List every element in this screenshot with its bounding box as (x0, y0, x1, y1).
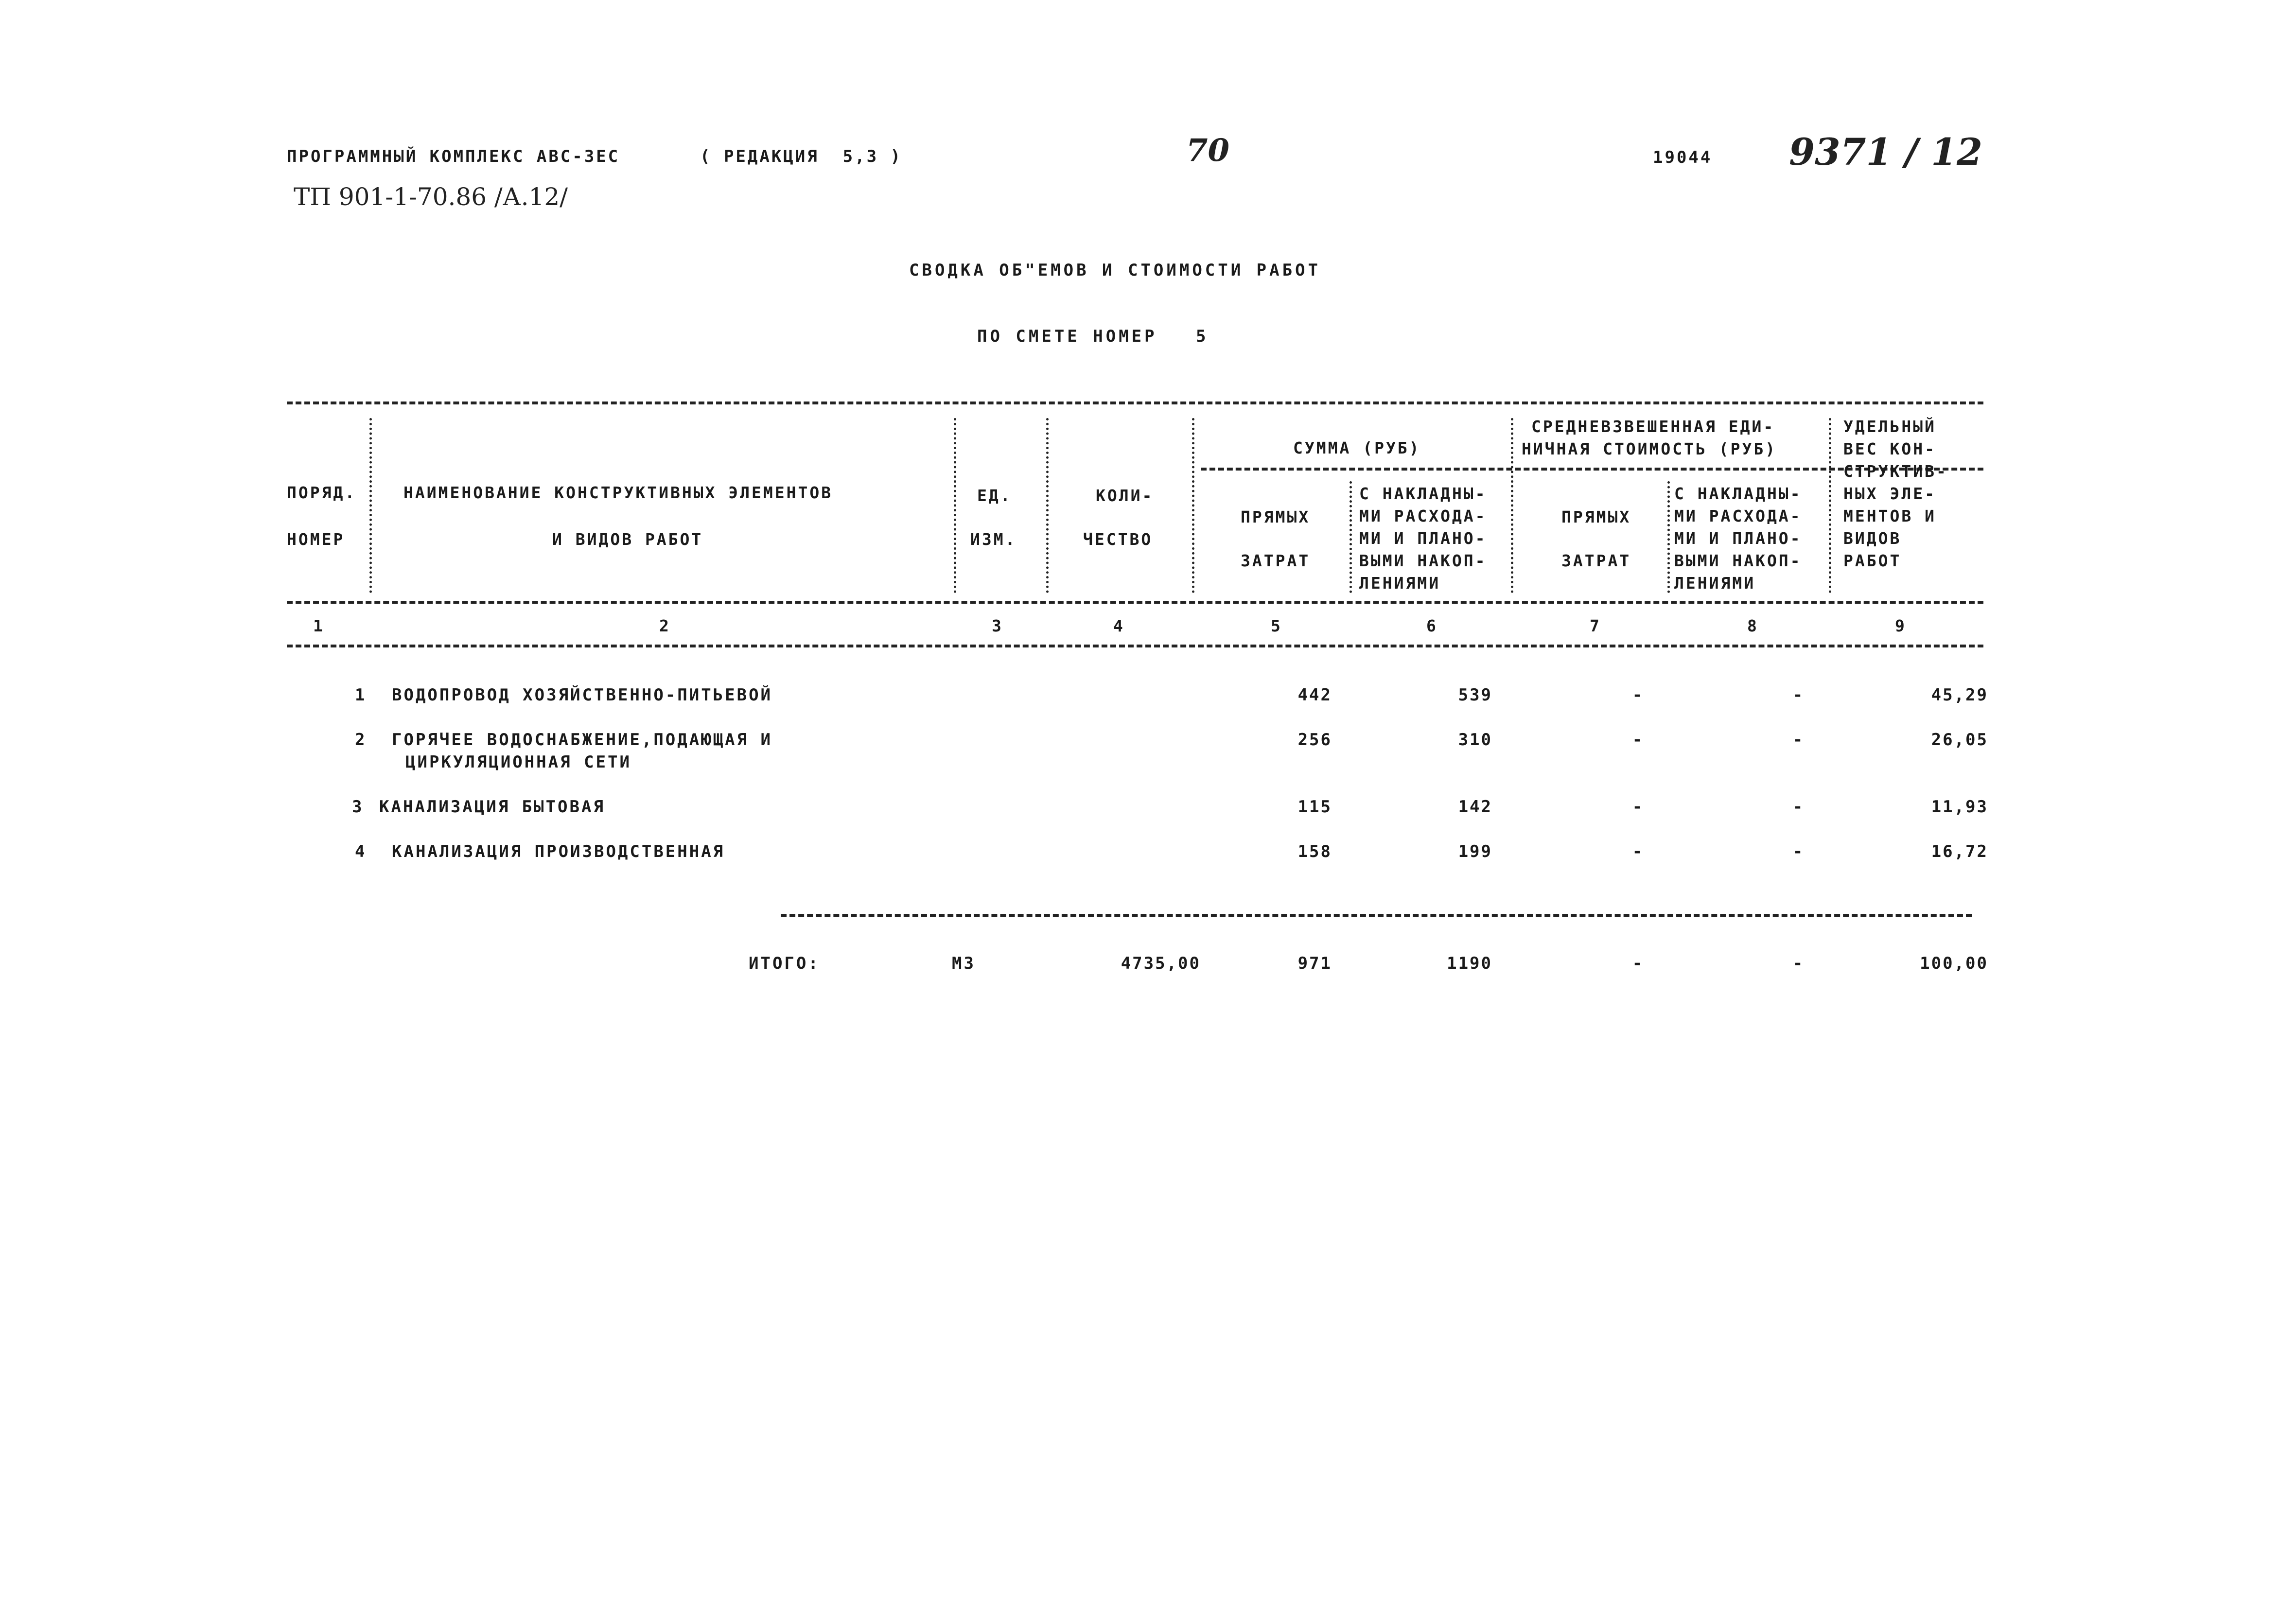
header-sum-direct-line2: ЗАТРАТ (1241, 551, 1311, 570)
handwritten-sheet-reference: 9371 / 12 (1789, 130, 1982, 174)
header-order-line1: ПОРЯД. (287, 483, 357, 502)
table-top-rule (287, 402, 1983, 404)
header-avg-direct-line2: ЗАТРАТ (1561, 551, 1631, 570)
row-4-avg-overhead: - (1792, 842, 1805, 861)
column-number-4: 4 (1113, 616, 1125, 635)
program-name: ПРОГРАММНЫЙ КОМПЛЕКС АВС-3ЕС (287, 147, 620, 166)
column-number-1: 1 (313, 616, 325, 635)
row-1-direct: 442 (1297, 685, 1332, 705)
col-separator-5 (1350, 481, 1352, 593)
row-2-avg-direct: - (1632, 730, 1645, 750)
header-average-line2: НИЧНАЯ СТОИМОСТЬ (РУБ) (1522, 439, 1777, 458)
row-3-name: КАНАЛИЗАЦИЯ БЫТОВАЯ (379, 797, 605, 817)
header-avg-overhead-line1: С НАКЛАДНЫ- (1674, 484, 1802, 503)
header-avg-overhead-line4: ВЫМИ НАКОП- (1674, 551, 1802, 570)
row-2-name-line1: ГОРЯЧЕЕ ВОДОСНАБЖЕНИЕ,ПОДАЮЩАЯ И (392, 730, 773, 750)
header-bottom-rule (287, 601, 1983, 604)
header-weight-line7: РАБОТ (1843, 551, 1902, 570)
total-unit: М3 (952, 954, 976, 973)
col-separator-3 (1046, 418, 1049, 593)
header-sum-overhead-line5: ЛЕНИЯМИ (1359, 574, 1441, 593)
header-weight-line2: ВЕС КОН- (1843, 439, 1936, 458)
row-1-weight: 45,29 (1931, 685, 1988, 705)
total-overhead: 1190 (1447, 954, 1492, 973)
row-2-avg-overhead: - (1792, 730, 1805, 750)
document-code: 19044 (1653, 148, 1713, 167)
col-separator-1 (369, 418, 372, 593)
row-3-avg-direct: - (1632, 797, 1645, 817)
header-name-line2: И ВИДОВ РАБОТ (552, 530, 703, 549)
row-3-weight: 11,93 (1931, 797, 1988, 817)
report-title: СВОДКА ОБ"ЕМОВ И СТОИМОСТИ РАБОТ (909, 261, 1321, 280)
total-direct: 971 (1297, 954, 1332, 973)
header-weight-line3: СТРУКТИВ- (1843, 462, 1948, 481)
header-order-line2: НОМЕР (287, 530, 345, 549)
row-2-direct: 256 (1297, 730, 1332, 750)
header-avg-direct-line1: ПРЯМЫХ (1561, 507, 1631, 526)
column-numbers-rule (287, 645, 1983, 647)
row-1-avg-direct: - (1632, 685, 1645, 705)
header-sum-group: СУММА (РУБ) (1293, 438, 1421, 457)
header-sum-overhead-line2: МИ РАСХОДА- (1359, 507, 1487, 525)
header-avg-overhead-line3: МИ И ПЛАНО- (1674, 529, 1802, 548)
total-weight: 100,00 (1920, 954, 1988, 973)
header-avg-overhead-line5: ЛЕНИЯМИ (1674, 574, 1756, 593)
row-4-avg-direct: - (1632, 842, 1645, 861)
handwritten-page-number: 70 (1186, 132, 1230, 169)
row-4-number: 4 (355, 842, 367, 861)
header-average-line1: СРЕДНЕВЗВЕШЕННАЯ ЕДИ- (1531, 417, 1775, 436)
column-number-9: 9 (1895, 616, 1907, 635)
header-weight-line4: НЫХ ЭЛЕ- (1843, 484, 1936, 503)
col-separator-4 (1192, 418, 1194, 593)
col-separator-2 (954, 418, 956, 593)
row-1-overhead: 539 (1458, 685, 1492, 705)
col-separator-7 (1667, 481, 1670, 593)
row-2-overhead: 310 (1458, 730, 1492, 750)
column-number-2: 2 (659, 616, 671, 635)
header-name-line1: НАИМЕНОВАНИЕ КОНСТРУКТИВНЫХ ЭЛЕМЕНТОВ (403, 483, 833, 502)
project-code: ТП 901-1-70.86 /А.12/ (294, 183, 568, 211)
row-4-weight: 16,72 (1931, 842, 1988, 861)
total-avg-direct: - (1632, 954, 1645, 973)
row-1-name: ВОДОПРОВОД ХОЗЯЙСТВЕННО-ПИТЬЕВОЙ (392, 685, 773, 705)
header-quantity-line1: КОЛИ- (1096, 486, 1154, 505)
report-subtitle: ПО СМЕТЕ НОМЕР 5 (977, 327, 1209, 346)
header-sum-overhead-line4: ВЫМИ НАКОП- (1359, 551, 1487, 570)
column-number-7: 7 (1590, 616, 1601, 635)
header-unit-line2: ИЗМ. (970, 530, 1017, 549)
total-label: ИТОГО: (749, 954, 820, 973)
row-4-direct: 158 (1297, 842, 1332, 861)
col-separator-6 (1511, 418, 1513, 593)
row-2-weight: 26,05 (1931, 730, 1988, 750)
total-rule (781, 914, 1972, 917)
header-weight-line6: ВИДОВ (1843, 529, 1902, 548)
column-number-6: 6 (1426, 616, 1438, 635)
header-sum-direct-line1: ПРЯМЫХ (1241, 507, 1311, 526)
row-3-avg-overhead: - (1792, 797, 1805, 817)
row-2-number: 2 (355, 730, 367, 750)
total-avg-overhead: - (1792, 954, 1805, 973)
header-avg-overhead-line2: МИ РАСХОДА- (1674, 507, 1802, 525)
column-number-5: 5 (1271, 616, 1282, 635)
header-sum-overhead-line1: С НАКЛАДНЫ- (1359, 484, 1487, 503)
header-unit-line1: ЕД. (977, 486, 1012, 505)
total-quantity: 4735,00 (1121, 954, 1201, 973)
row-1-number: 1 (355, 685, 367, 705)
header-sum-overhead-line3: МИ И ПЛАНО- (1359, 529, 1487, 548)
column-number-8: 8 (1747, 616, 1759, 635)
row-3-overhead: 142 (1458, 797, 1492, 817)
column-number-3: 3 (992, 616, 1003, 635)
row-3-direct: 115 (1297, 797, 1332, 817)
header-weight-line1: УДЕЛЬНЫЙ (1843, 417, 1936, 436)
row-4-overhead: 199 (1458, 842, 1492, 861)
row-3-number: 3 (352, 797, 364, 817)
col-separator-8 (1829, 418, 1831, 593)
row-1-avg-overhead: - (1792, 685, 1805, 705)
row-4-name: КАНАЛИЗАЦИЯ ПРОИЗВОДСТВЕННАЯ (392, 842, 725, 861)
edition-label: ( РЕДАКЦИЯ 5,3 ) (700, 147, 902, 166)
row-2-name-line2: ЦИРКУЛЯЦИОННАЯ СЕТИ (405, 752, 631, 772)
header-weight-line5: МЕНТОВ И (1843, 507, 1936, 525)
header-quantity-line2: ЧЕСТВО (1083, 530, 1153, 549)
